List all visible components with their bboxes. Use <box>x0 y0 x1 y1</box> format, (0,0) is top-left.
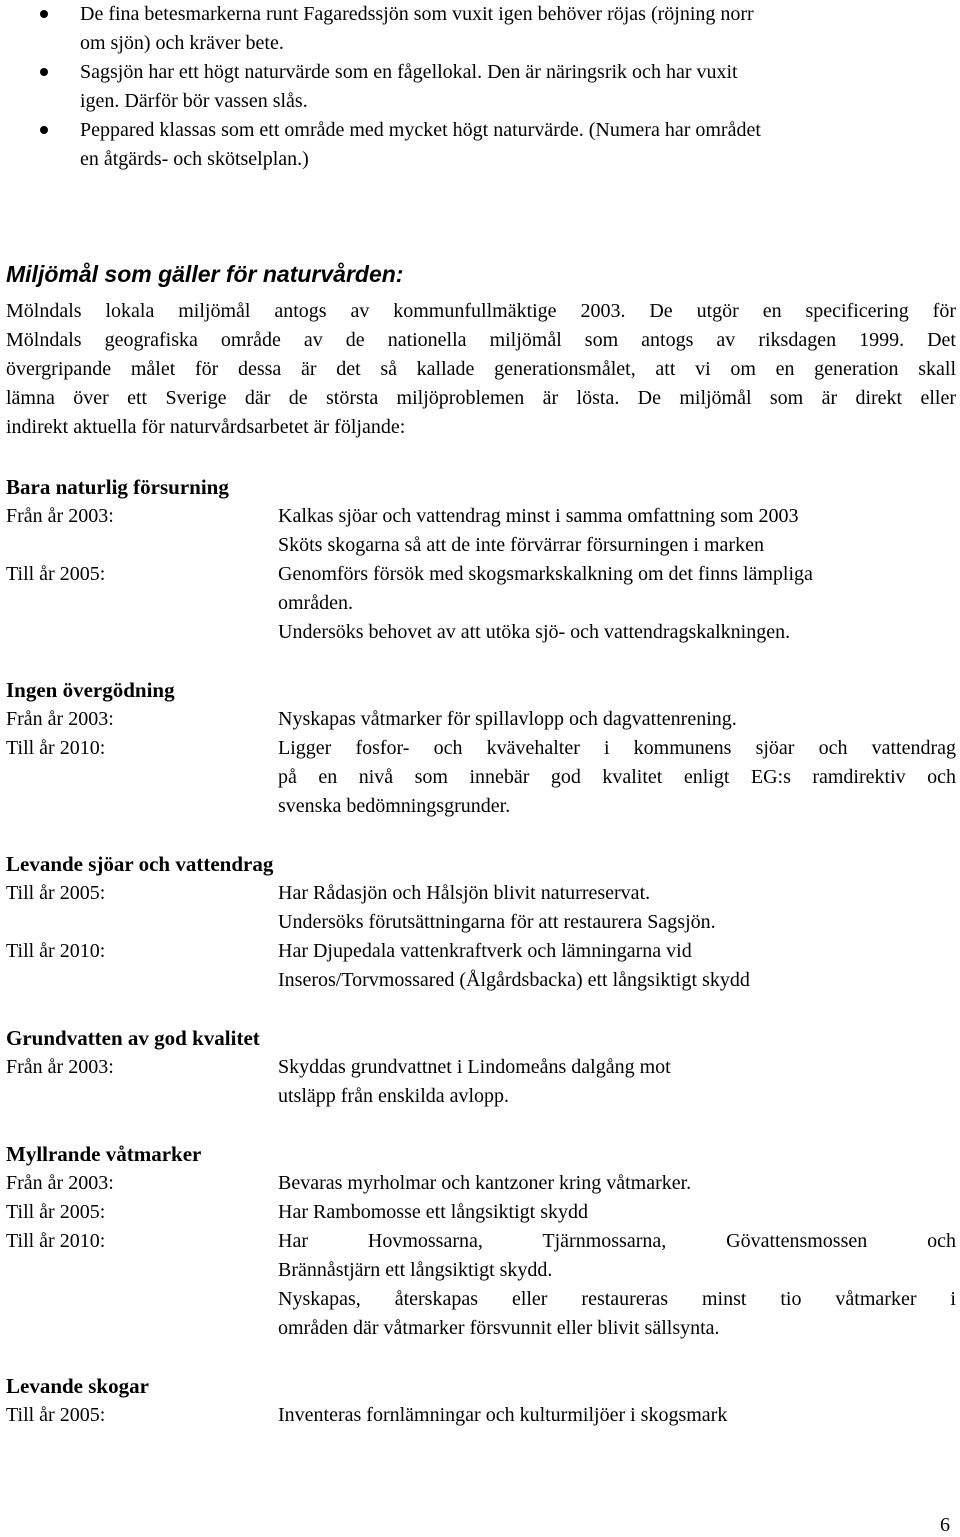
goal-label: Till år 2010: <box>6 737 106 759</box>
paragraph-line: Mölndals geografiska område av de nationella miljömål som antogs av riksdagen 1999. Det <box>6 329 956 351</box>
goal-text: Brännåstjärn ett långsiktigt skydd. <box>278 1259 553 1281</box>
goal-text: områden där våtmarker försvunnit eller blivit sällsynta. <box>278 1317 720 1339</box>
goal-label: Från år 2003: <box>6 505 114 527</box>
goal-text: Undersöks förutsättningarna för att restaurera Sagsjön. <box>278 911 716 933</box>
list-item-cont: om sjön) och kräver bete. <box>80 32 284 54</box>
goal-text: Har Djupedala vattenkraftverk och lämningarna vid <box>278 940 692 962</box>
goal-text: Har Rambomosse ett långsiktigt skydd <box>278 1201 588 1223</box>
list-item-cont: igen. Därför bör vassen slås. <box>80 90 308 112</box>
goal-title: Levande sjöar och vattendrag <box>6 852 274 876</box>
list-item: Peppared klassas som ett område med mycket högt naturvärde. (Numera har området <box>80 119 761 141</box>
list-item: Sagsjön har ett högt naturvärde som en fågellokal. Den är näringsrik och har vuxit <box>80 61 738 83</box>
goal-label: Till år 2005: <box>6 563 106 585</box>
goal-label: Från år 2003: <box>6 1172 114 1194</box>
goal-label: Till år 2005: <box>6 1404 106 1426</box>
bullet-icon <box>40 10 48 18</box>
goal-label: Till år 2010: <box>6 1230 106 1252</box>
page-number: 6 <box>940 1514 950 1536</box>
paragraph-line: lämna över ett Sverige där de största miljöproblemen är lösta. De miljömål som är direkt eller <box>6 387 956 409</box>
goal-text: Ligger fosfor- och kvävehalter i kommunens sjöar och vattendrag <box>278 737 956 759</box>
list-item: De fina betesmarkerna runt Fagaredssjön som vuxit igen behöver röjas (röjning norr <box>80 3 754 25</box>
list-item-cont: en åtgärds- och skötselplan.) <box>80 148 309 170</box>
goal-text: Har Hovmossarna, Tjärnmossarna, Gövattensmossen och <box>278 1230 956 1252</box>
goal-text: Undersöks behovet av att utöka sjö- och vattendragskalkningen. <box>278 621 791 643</box>
goal-text: Nyskapas, återskapas eller restaureras minst tio våtmarker i <box>278 1288 956 1310</box>
goal-text: Har Rådasjön och Hålsjön blivit naturreservat. <box>278 882 651 904</box>
goal-text: svenska bedömningsgrunder. <box>278 795 511 817</box>
paragraph-line: övergripande målet för dessa är det så kallade generationsmålet, att vi om en generation skall <box>6 358 956 380</box>
goal-text: Inseros/Torvmossared (Ålgårdsbacka) ett långsiktigt skydd <box>278 969 750 991</box>
goal-text: Inventeras fornlämningar och kulturmiljöer i skogsmark <box>278 1404 728 1426</box>
goal-label: Till år 2005: <box>6 882 106 904</box>
section-heading: Miljömål som gäller för naturvården: <box>6 261 404 287</box>
paragraph-line: Mölndals lokala miljömål antogs av kommunfullmäktige 2003. De utgör en specificering för <box>6 300 956 322</box>
goal-text: på en nivå som innebär god kvalitet enligt EG:s ramdirektiv och <box>278 766 956 788</box>
goal-text: Skyddas grundvattnet i Lindomeåns dalgång mot <box>278 1056 671 1078</box>
goal-text: Genomförs försök med skogsmarkskalkning om det finns lämpliga <box>278 563 813 585</box>
goal-label: Till år 2005: <box>6 1201 106 1223</box>
bullet-icon <box>40 68 48 76</box>
goal-title: Ingen övergödning <box>6 678 175 702</box>
paragraph-line: indirekt aktuella för naturvårdsarbetet är följande: <box>6 416 406 438</box>
goal-label: Från år 2003: <box>6 708 114 730</box>
goal-text: Kalkas sjöar och vattendrag minst i samma omfattning som 2003 <box>278 505 799 527</box>
goal-text: Bevaras myrholmar och kantzoner kring våtmarker. <box>278 1172 692 1194</box>
goal-title: Grundvatten av god kvalitet <box>6 1026 260 1050</box>
goal-title: Bara naturlig försurning <box>6 475 229 499</box>
goal-text: Nyskapas våtmarker för spillavlopp och dagvattenrening. <box>278 708 737 730</box>
bullet-icon <box>40 126 48 134</box>
goal-text: områden. <box>278 592 353 614</box>
goal-label: Från år 2003: <box>6 1056 114 1078</box>
goal-title: Levande skogar <box>6 1374 149 1398</box>
goal-text: Sköts skogarna så att de inte förvärrar försurningen i marken <box>278 534 764 556</box>
goal-label: Till år 2010: <box>6 940 106 962</box>
goal-text: utsläpp från enskilda avlopp. <box>278 1085 510 1107</box>
goal-title: Myllrande våtmarker <box>6 1142 202 1166</box>
